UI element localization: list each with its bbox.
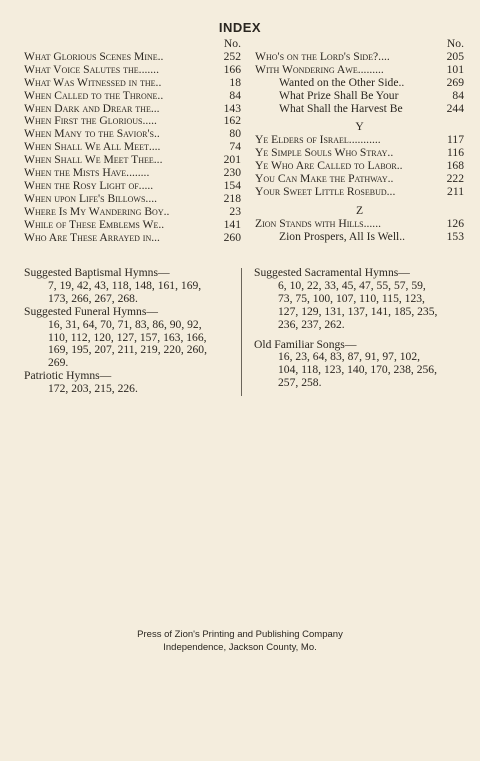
- suggested-right-block: [254, 267, 466, 390]
- entries-z: [255, 218, 464, 231]
- entry-title: When the Mists Have........: [24, 167, 150, 180]
- sacramental-heading: Suggested Sacramental Hymns—: [254, 266, 410, 279]
- entry-title: When the Rosy Light of.....: [24, 179, 154, 192]
- index-entry: [24, 103, 241, 116]
- entry-title: While of These Emblems We..: [24, 218, 165, 231]
- entry-number: 218: [223, 191, 241, 205]
- index-entry: [24, 64, 241, 77]
- patriotic-heading: Patriotic Hymns—: [24, 369, 112, 383]
- publisher-address: Independence, Jackson County, Mo.: [163, 642, 317, 653]
- hymn-number-line: 16, 31, 64, 70, 71, 83, 86, 90, 92,: [48, 317, 202, 331]
- baptismal-heading: Suggested Baptismal Hymns—: [24, 266, 170, 279]
- sacramental-numbers: [254, 280, 466, 332]
- index-entry: [255, 64, 464, 77]
- entry-number: 84: [452, 88, 464, 102]
- entry-title: When Called to the Throne..: [24, 89, 164, 102]
- entry-number: 201: [223, 153, 241, 167]
- index-entry: [24, 193, 241, 206]
- patriotic-numbers: [24, 383, 236, 396]
- entry-title: What Glorious Scenes Mine..: [24, 50, 164, 63]
- entry-number: 154: [223, 178, 241, 192]
- entry-title: You Can Make the Pathway..: [255, 173, 394, 186]
- entries-w: [255, 51, 464, 77]
- index-entry: [255, 51, 464, 64]
- entry-title: Ye Simple Souls Who Stray..: [255, 147, 394, 160]
- entry-number: 101: [446, 62, 464, 76]
- index-entry: [24, 219, 241, 232]
- index-entry: [255, 231, 464, 244]
- entry-number: 166: [223, 62, 241, 76]
- entry-title: When upon Life's Billows....: [24, 192, 158, 205]
- entry-title: Wanted on the Other Side..: [279, 76, 405, 89]
- entry-number: 230: [223, 166, 241, 180]
- entry-title: When First the Glorious.....: [24, 115, 157, 128]
- right-index-column: [255, 38, 464, 244]
- entry-title: Who's on the Lord's Side?....: [255, 50, 390, 63]
- number-header: No.: [223, 37, 241, 50]
- entry-number: 252: [223, 49, 241, 63]
- familiar-numbers: [254, 351, 466, 390]
- index-entry: [255, 218, 464, 231]
- index-title: INDEX: [218, 20, 262, 35]
- entry-number: 141: [223, 217, 241, 231]
- entry-title: Ye Elders of Israel...........: [255, 134, 381, 147]
- index-entry: [255, 186, 464, 199]
- hymn-number-line: 73, 75, 100, 107, 110, 115, 123,: [278, 291, 425, 305]
- entry-number: 84: [229, 88, 241, 102]
- entry-title: What Was Witnessed in the..: [24, 76, 162, 89]
- letter-z-heading: Z: [355, 203, 364, 217]
- hymn-number-line: 127, 129, 131, 137, 141, 185, 235,: [278, 304, 438, 318]
- entry-title: Your Sweet Little Rosebud...: [255, 185, 396, 198]
- entry-title: With Wondering Awe.........: [255, 63, 384, 76]
- index-entry: [255, 77, 464, 90]
- index-entry: [24, 128, 241, 141]
- index-entry: [255, 103, 464, 116]
- entry-number: 153: [446, 229, 464, 243]
- entry-title: Who Are These Arrayed in...: [24, 231, 160, 244]
- hymn-number-line: 110, 112, 120, 127, 157, 163, 166,: [48, 330, 207, 344]
- sub-entries: [255, 77, 464, 116]
- index-entry: [24, 232, 241, 245]
- entry-title: Where Is My Wandering Boy..: [24, 205, 170, 218]
- entry-title: When Shall We All Meet....: [24, 141, 161, 154]
- hymn-number-line: 7, 19, 42, 43, 118, 148, 161, 169,: [48, 278, 202, 292]
- entry-number: 205: [446, 49, 464, 63]
- hymn-number-line: 16, 23, 64, 83, 87, 91, 97, 102,: [278, 350, 421, 364]
- entry-number: 116: [447, 146, 464, 160]
- entry-number: 126: [446, 216, 464, 230]
- entry-number: 168: [446, 159, 464, 173]
- entry-title: What Shall the Harvest Be: [279, 102, 403, 115]
- entry-title: What Voice Salutes the.......: [24, 63, 159, 76]
- entry-title: When Shall We Meet Thee...: [24, 154, 163, 167]
- index-entry: [255, 173, 464, 186]
- entry-title: Zion Stands with Hills......: [255, 217, 382, 230]
- entry-number: 117: [447, 133, 464, 147]
- index-entry: [24, 154, 241, 167]
- hymn-number-line: 169, 195, 207, 211, 219, 220, 260,: [48, 343, 207, 357]
- entry-number: 244: [446, 101, 464, 115]
- hymn-number-line: 257, 258.: [278, 376, 322, 390]
- entry-title: Zion Prospers, All Is Well..: [279, 230, 406, 243]
- baptismal-numbers: [24, 280, 236, 306]
- suggested-left-block: [24, 267, 236, 396]
- funeral-numbers: [24, 319, 236, 371]
- entry-number: 211: [447, 184, 464, 198]
- index-entry: [255, 134, 464, 147]
- index-entry: [24, 77, 241, 90]
- entries-y: [255, 134, 464, 199]
- sub-entries-z: [255, 231, 464, 244]
- entry-title: What Prize Shall Be Your: [279, 89, 399, 102]
- entry-number: 143: [223, 101, 241, 115]
- entry-number: 260: [223, 230, 241, 244]
- letter-y-heading: Y: [355, 120, 364, 134]
- index-entry: [24, 51, 241, 64]
- column-divider: [241, 268, 242, 396]
- funeral-heading: Suggested Funeral Hymns—: [24, 304, 158, 318]
- hymn-number-line: 104, 118, 123, 140, 170, 238, 256,: [278, 363, 437, 377]
- hymn-number-line: 236, 237, 262.: [278, 317, 345, 331]
- entry-number: 18: [229, 75, 241, 89]
- index-entry: [24, 206, 241, 219]
- index-entry: [255, 90, 464, 103]
- hymn-number-line: 172, 203, 215, 226.: [48, 382, 138, 396]
- hymn-number-line: 173, 266, 267, 268.: [48, 291, 138, 305]
- entry-title: When Many to the Savior's..: [24, 128, 160, 141]
- left-index-column: [24, 38, 241, 245]
- index-entry: [255, 147, 464, 160]
- hymn-number-line: 269.: [48, 356, 69, 370]
- familiar-heading: Old Familiar Songs—: [254, 337, 357, 351]
- hymn-number-line: 6, 10, 22, 33, 45, 47, 55, 57, 59,: [278, 278, 426, 292]
- index-entry: [24, 180, 241, 193]
- publisher-line: Press of Zion's Printing and Publishing Company: [137, 629, 343, 640]
- entry-number: 269: [446, 75, 464, 89]
- index-entry: [24, 115, 241, 128]
- index-entry: [24, 141, 241, 154]
- entry-number: 80: [229, 127, 241, 141]
- index-entry: [255, 160, 464, 173]
- entry-number: 222: [446, 172, 464, 186]
- entry-number: 162: [223, 114, 241, 128]
- number-header: No.: [446, 37, 464, 50]
- entry-number: 74: [229, 140, 241, 154]
- entry-title: Ye Who Are Called to Labor..: [255, 160, 403, 173]
- entry-number: 23: [229, 204, 241, 218]
- entry-title: When Dark and Drear the...: [24, 102, 160, 115]
- index-entry: [24, 90, 241, 103]
- index-entry: [24, 167, 241, 180]
